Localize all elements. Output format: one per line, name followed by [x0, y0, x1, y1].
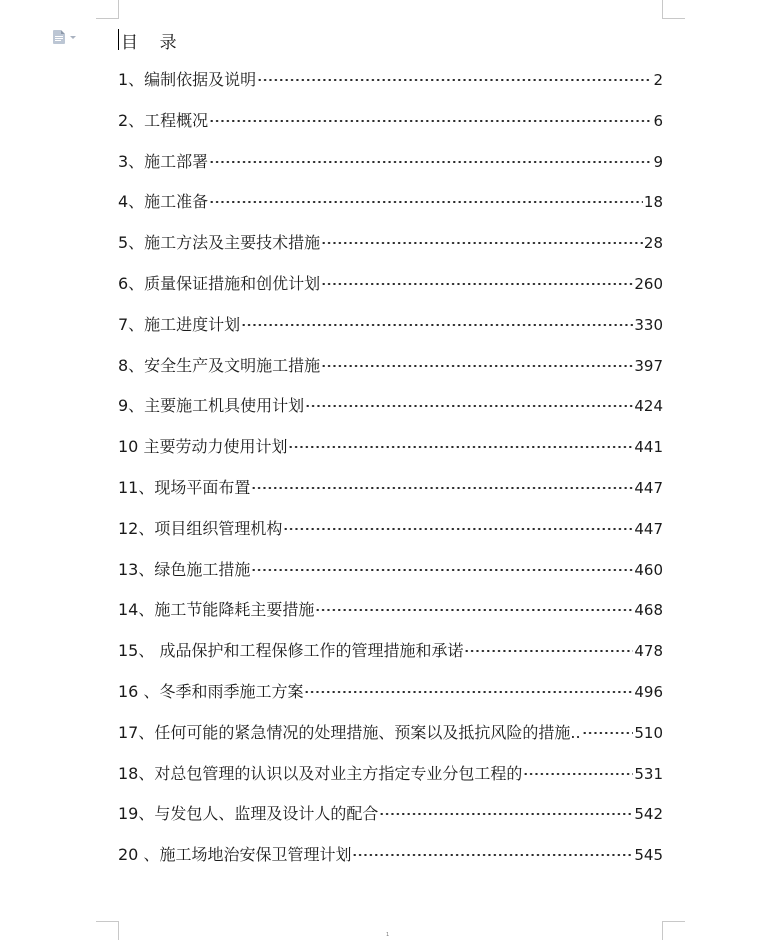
toc-dot-leader — [523, 773, 633, 775]
toc-dot-leader — [321, 365, 633, 367]
toc-entry-page-number: 542 — [634, 805, 663, 824]
toc-dot-leader — [321, 283, 633, 285]
toc-entry[interactable] — [118, 70, 663, 111]
toc-entry-page-number: 545 — [634, 846, 663, 865]
toc-entry-title: 20 、施工场地治安保卫管理计划 — [118, 845, 352, 865]
toc-dot-leader — [209, 161, 652, 163]
document-options-icon[interactable] — [53, 30, 65, 44]
toc-entry-page-number: 397 — [634, 356, 663, 375]
toc-entry-title: 16 、冬季和雨季施工方案 — [118, 681, 304, 701]
toc-entry-page-number: 496 — [634, 682, 663, 701]
toc-entry-title: 4、施工准备 — [118, 192, 209, 212]
toc-entry-title: 19、与发包人、监理及设计人的配合 — [118, 804, 379, 824]
toc-entry[interactable] — [118, 600, 663, 641]
toc-dot-leader — [321, 242, 643, 244]
page-number-marker: 1 — [386, 932, 390, 938]
toc-entry[interactable] — [118, 111, 663, 152]
toc-title[interactable]: 目 录 — [121, 33, 177, 53]
toc-entry[interactable] — [118, 356, 663, 397]
toc-entry-title: 9、主要施工机具使用计划 — [118, 396, 305, 416]
toc-entry-title: 8、安全生产及文明施工措施 — [118, 355, 321, 375]
toc-entry-title: 14、施工节能降耗主要措施 — [118, 600, 315, 620]
toc-entry[interactable] — [118, 274, 663, 315]
toc-entry[interactable] — [118, 764, 663, 805]
toc-entry[interactable] — [118, 396, 663, 437]
crop-mark-bottom-left — [96, 921, 119, 940]
toc-entry-page-number: 460 — [634, 560, 663, 579]
toc-dot-leader — [582, 732, 634, 734]
toc-entry-title: 18、对总包管理的认识以及对业主方指定专业分包工程的 — [118, 763, 523, 783]
text-cursor — [118, 29, 119, 50]
toc-entry-page-number: 441 — [634, 438, 663, 457]
toc-entry-page-number: 447 — [634, 478, 663, 497]
toc-dot-leader — [352, 854, 633, 856]
crop-mark-bottom-right — [662, 921, 685, 940]
toc-dot-leader — [241, 324, 633, 326]
toc-dot-leader — [257, 79, 652, 81]
toc-dot-leader — [304, 691, 633, 693]
toc-entry[interactable] — [118, 641, 663, 682]
toc-entry[interactable] — [118, 233, 663, 274]
toc-entry-page-number: 510 — [634, 723, 663, 742]
toc-entry[interactable] — [118, 560, 663, 601]
toc-entry-title: 10 主要劳动力使用计划 — [118, 437, 288, 457]
toc-entry-page-number: 468 — [634, 601, 663, 620]
toc-entry-page-number: 9 — [653, 152, 663, 171]
toc-entry-page-number: 6 — [653, 111, 663, 130]
toc-dot-leader — [283, 528, 633, 530]
toc-entry[interactable] — [118, 682, 663, 723]
toc-dot-leader — [251, 487, 633, 489]
toc-entry-page-number: 260 — [634, 274, 663, 293]
toc-dot-leader — [288, 446, 633, 448]
toc-entry-title: 1、编制依据及说明 — [118, 70, 257, 89]
toc-entry-title: 12、项目组织管理机构 — [118, 518, 283, 538]
toc-entry[interactable] — [118, 804, 663, 845]
toc-entry-page-number: 18 — [643, 193, 663, 212]
toc-entry[interactable] — [118, 192, 663, 233]
toc-dot-leader — [209, 201, 643, 203]
toc-entry-page-number: 424 — [634, 397, 663, 416]
crop-mark-top-left — [96, 0, 119, 19]
toc-dot-leader — [209, 120, 652, 122]
toc-entry[interactable] — [118, 437, 663, 478]
toc-entry-page-number: 478 — [634, 642, 663, 661]
toc-entry-page-number: 28 — [643, 234, 663, 253]
toc-entry[interactable] — [118, 315, 663, 356]
toc-dot-leader — [379, 813, 633, 815]
toc-entry-page-number: 531 — [634, 764, 663, 783]
toc-entry-title: 13、绿色施工措施 — [118, 559, 251, 579]
toc-entry-page-number: 330 — [634, 315, 663, 334]
toc-entry[interactable] — [118, 845, 663, 886]
toc-entry-title: 7、施工进度计划 — [118, 314, 241, 334]
chevron-down-icon[interactable] — [70, 36, 76, 39]
toc-dot-leader — [305, 405, 633, 407]
toc-dot-leader — [464, 650, 633, 652]
toc-entry[interactable] — [118, 723, 663, 764]
toc-entry-page-number: 2 — [653, 71, 663, 89]
toc-entry-title: 6、质量保证措施和创优计划 — [118, 273, 321, 293]
toc-entry[interactable] — [118, 478, 663, 519]
toc-entry-title: 15、 成品保护和工程保修工作的管理措施和承诺 — [118, 641, 464, 661]
toc-entry-title: 2、工程概况 — [118, 110, 209, 130]
toc-dot-leader — [315, 609, 633, 611]
toc-entry[interactable] — [118, 519, 663, 560]
toc-entry-title: 11、现场平面布置 — [118, 477, 251, 497]
toc-entry[interactable] — [118, 152, 663, 193]
crop-mark-top-right — [662, 0, 685, 19]
toc-entry-title: 5、施工方法及主要技术措施 — [118, 233, 321, 253]
toc-entry-title: 17、任何可能的紧急情况的处理措施、预案以及抵抗风险的措施.. — [118, 722, 581, 742]
toc-entry-page-number: 447 — [634, 519, 663, 538]
toc-dot-leader — [251, 569, 633, 571]
toc-entry-title: 3、施工部署 — [118, 151, 209, 171]
table-of-contents — [118, 70, 663, 886]
